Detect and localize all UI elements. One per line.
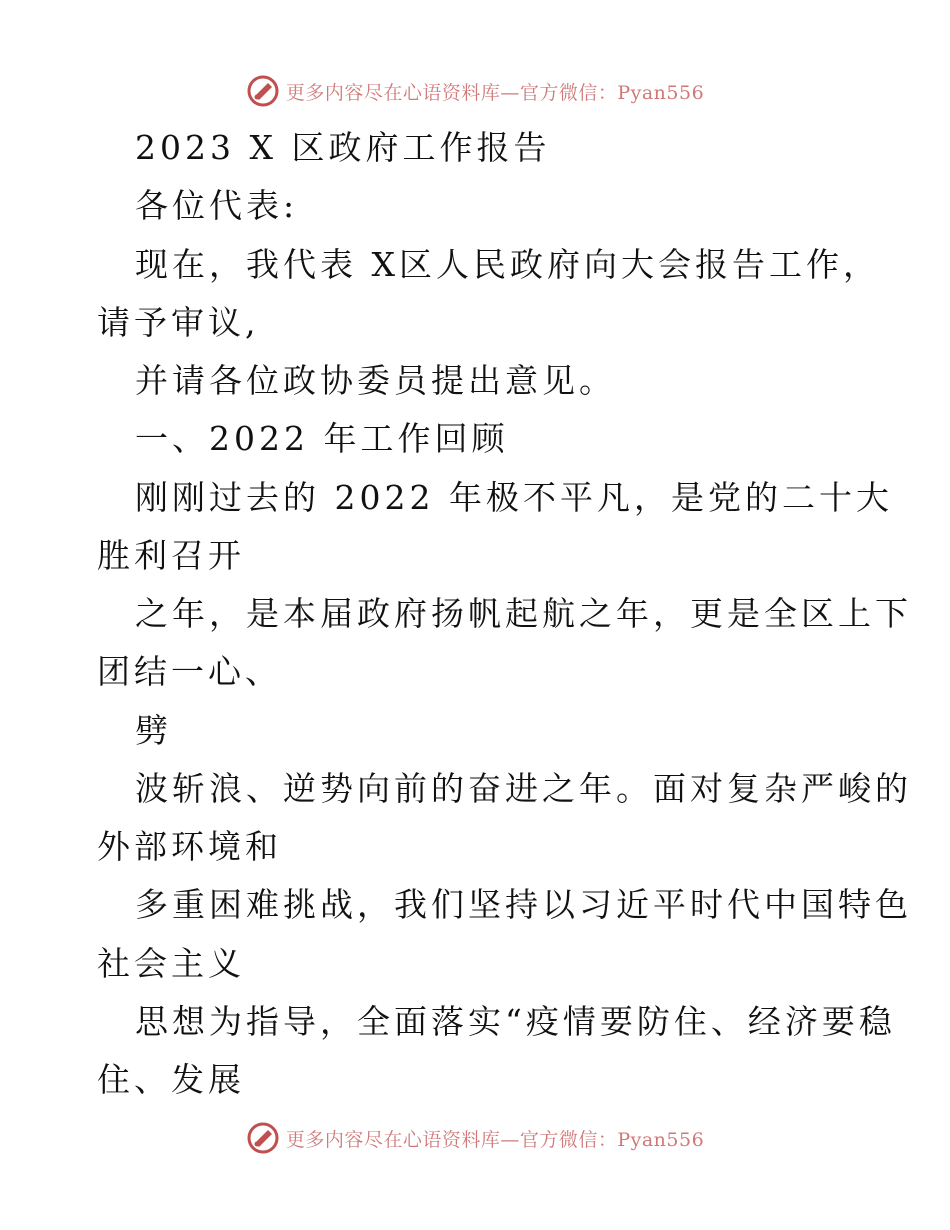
logo-icon [246,74,280,108]
text-line: 刚刚过去的 2022 年极不平凡，是党的二十大 [135,478,893,517]
text-line: 多重困难挑战，我们坚持以习近平时代中国特色 [135,885,912,924]
text-line: 劈 [135,711,172,750]
logo-icon [246,1121,280,1155]
text-line: 并请各位政协委员提出意见。 [135,361,616,400]
text-line: 团结一心、 [97,652,282,691]
salutation: 各位代表: [135,186,299,225]
text-line: 现在，我代表 X区人民政府向大会报告工作， [135,245,880,284]
text-line: 请予审议, [97,303,260,342]
document-title: 2023 X 区政府工作报告 [135,128,551,167]
watermark-text: 更多内容尽在心语资料库—官方微信：Pyan556 [285,81,705,104]
text-line: 之年，是本届政府扬帆起航之年，更是全区上下 [135,594,912,633]
text-line: 外部环境和 [97,827,282,866]
watermark-header [0,71,950,111]
watermark-text: 更多内容尽在心语资料库—官方微信：Pyan556 [285,1128,705,1151]
text-line: 胜利召开 [97,536,245,575]
text-line: 思想为指导，全面落实“疫情要防住、经济要稳 [135,1002,896,1041]
text-line: 住、发展 [97,1060,245,1099]
watermark-footer [0,1118,950,1158]
text-line: 社会主义 [97,944,245,983]
text-line: 波斩浪、逆势向前的奋进之年。面对复杂严峻的 [135,769,912,808]
section-heading: 一、2022 年工作回顾 [135,419,509,458]
